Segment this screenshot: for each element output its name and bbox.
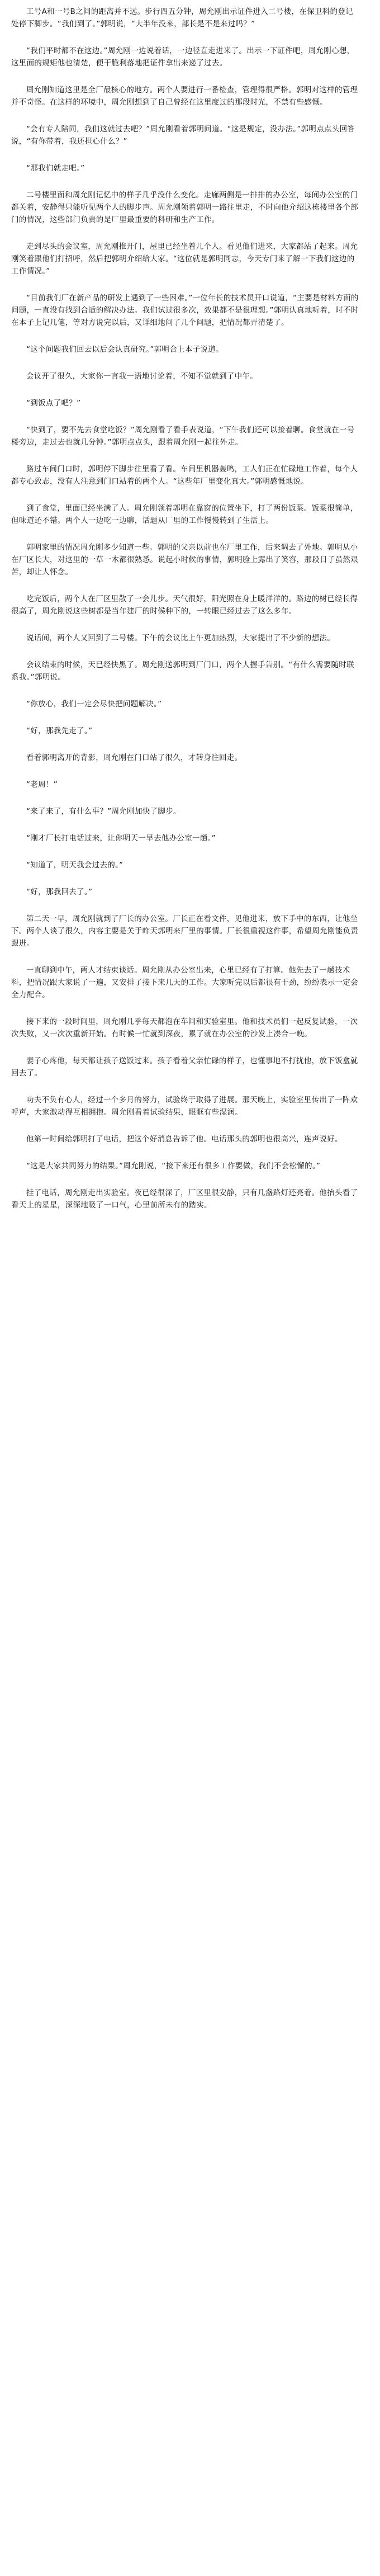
paragraph-23: “来了来了，有什么事？”周允刚加快了脚步。: [26, 807, 181, 816]
paragraph-1: 工号A和一号B之间的距离并不远。步行四五分钟，周允刚出示证件进入二号楼，在保卫科的登记处停下脚步。“我们到了。”郭明说，“大半年没来，部长是不是来过吗？”: [11, 7, 353, 29]
paragraph-29: 接下来的一段时间里，周允刚几乎每天都泡在车间和实验室里。他和技术员们一起反复试验，一次次失败，又一次次重新开始。有时候一忙就到深夜，累了就在办公室的沙发上凑合一晚。: [11, 1017, 358, 1039]
paragraph-10: 会议开了很久，大家你一言我一语地讨论着，不知不觉就到了中午。: [26, 372, 258, 381]
paragraph-11: “到饭点了吧？”: [26, 399, 81, 408]
paragraph-34: 挂了电话，周允刚走出实验室。夜已经很深了，厂区里很安静，只有几盏路灯还亮着。他抬头看了看天上的星星，深深地吸了一口气，心里前所未有的踏实。: [11, 1188, 358, 1210]
paragraph-13: 路过车间门口时，郭明停下脚步往里看了看。车间里机器轰鸣，工人们正在忙碌地工作着，每个人都专心致志，没有人注意到门口站着的两个人。“这些年厂里变化真大。”郭明感慨地说。: [11, 465, 358, 486]
paragraph-2: “我们平时都不在这边。”周允刚一边说着话，一边径直走进来了。出示一下证件吧，周允刚心想，这里面的规矩他也清楚，便干脆利落地把证件拿出来递了过去。: [11, 46, 355, 68]
paragraph-8: “目前我们厂在新产品的研发上遇到了一些困难。”一位年长的技术员开口说道，“主要是材料方面的问题，一直没有找到合适的解决办法。我们试过很多次，效果都不是很理想。”郭明认真地听着，时不时在本子上记几笔，等对方说完以后，又详细地问了几个问题，把情况都弄清楚了。: [11, 294, 359, 327]
paragraph-31: 功夫不负有心人，经过一个多月的努力，试验终于取得了进展。那天晚上，实验室里传出了一阵欢呼声，大家激动得互相拥抱。周允刚看着试验结果，眼眶有些湿润。: [11, 1096, 358, 1117]
paragraph-32: 他第一时间给郭明打了电话，把这个好消息告诉了他。电话那头的郭明也很高兴，连声说好。: [26, 1135, 343, 1144]
paragraph-21: 看着郭明离开的背影，周允刚在门口站了很久，才转身往回走。: [26, 753, 243, 762]
paragraph-33: “这是大家共同努力的结果。”周允刚说，“接下来还有很多工作要做，我们不会松懈的。”: [26, 1162, 321, 1171]
paragraph-7: 走到尽头的会议室，周允刚推开门，屋里已经坐着几个人。看见他们进来，大家都站了起来。周允刚笑着跟他们打招呼，然后把郭明介绍给大家。“这位就是郭明同志，今天专门来了解一下我们这边的工作情况。”: [11, 242, 358, 276]
paragraph-14: 到了食堂，里面已经坐满了人。周允刚领着郭明在靠窗的位置坐下，打了两份饭菜。饭菜很简单，但味道还不错。两个人一边吃一边聊，话题从厂里的工作慢慢转到了生活上。: [11, 504, 358, 525]
paragraph-19: “你放心，我们一定会尽快把问题解决。”: [26, 700, 162, 709]
paragraph-25: “知道了，明天我会过去的。”: [26, 861, 124, 870]
paragraph-5: “那我们就走吧。”: [26, 164, 85, 173]
paragraph-28: 一直聊到中午，两人才结束谈话。周允刚从办公室出来，心里已经有了打算。他先去了一趟技术科，把情况跟大家说了一遍，又安排了接下来几天的工作。大家听完以后都很有干劲，纷纷表示一定会全力配合。: [11, 966, 358, 999]
paragraph-27: 第二天一早，周允刚就到了厂长的办公室。厂长正在看文件，见他进来，放下手中的东西，让他坐下。两个人谈了很久，内容主要是关于昨天郭明来厂里的事情。厂长很重视这件事，希望周允刚能负责跟进。: [11, 914, 358, 948]
paragraph-24: “刚才厂长打电话过来，让你明天一早去他办公室一趟。”: [26, 834, 216, 843]
paragraph-22: “老周！”: [26, 780, 58, 789]
paragraph-16: 吃完饭后，两个人在厂区里散了一会儿步。天气很好，阳光照在身上暖洋洋的。路边的树已经长得很高了，周允刚说这些树都是当年建厂的时候种下的，一转眼已经过去了这么多年。: [11, 595, 358, 616]
paragraph-9: “这个问题我们回去以后会认真研究。”郭明合上本子说道。: [26, 345, 224, 354]
paragraph-20: “好，那我先走了。”: [26, 726, 93, 735]
paragraph-6: 二号楼里面和周允刚记忆中的样子几乎没什么变化。走廊两侧是一排排的办公室，每间办公室的门都关着，安静得只能听见两个人的脚步声。周允刚领着郭明一路往里走，不时向他介绍这栋楼里各个部门的情况，这些部门负责的是厂里最重要的科研和生产工作。: [11, 191, 358, 224]
paragraph-18: 会议结束的时候，天已经快黑了。周允刚送郭明到厂门口，两个人握手告别。“有什么需要随时联系我。”郭明说。: [11, 660, 354, 682]
paragraph-15: 郭明家里的情况周允刚多少知道一些。郭明的父亲以前也在厂里工作，后来调去了外地。郭明从小在厂区长大，对这里的一草一木都很熟悉。说起小时候的事情，郭明脸上露出了笑容，那段日子虽然艰苦，却让人怀念。: [11, 543, 358, 577]
paragraph-17: 说话间，两个人又回到了二号楼。下午的会议比上午更加热烈，大家提出了不少新的想法。: [26, 634, 335, 643]
paragraph-30: 妻子心疼他，每天都让孩子送饭过来。孩子看着父亲忙碌的样子，也懂事地不打扰他，放下饭盒就回去了。: [11, 1056, 358, 1078]
paragraph-4: “会有专人陪同，我们这就过去吧？”周允刚看着郭明问道。“这是规定，没办法。”郭明点点头回答说，“有你带着，我还担心什么？”: [11, 125, 355, 146]
paragraph-12: “快到了，要不先去食堂吃饭？”周允刚看了看手表说道，“下午我们还可以接着聊。食堂就在一号楼旁边，走过去也就几分钟。”郭明点点头，跟着周允刚一起往外走。: [11, 426, 355, 447]
paragraph-3: 周允刚知道这里是全厂最核心的地方。两个人要进行一番检查，管理得很严格。郭明对这样的管理并不奇怪。在这样的环境中，周允刚想到了自己曾经在这里度过的那段时光，不禁有些感慨。: [11, 86, 358, 107]
paragraph-26: “好，那我回去了。”: [26, 888, 93, 897]
